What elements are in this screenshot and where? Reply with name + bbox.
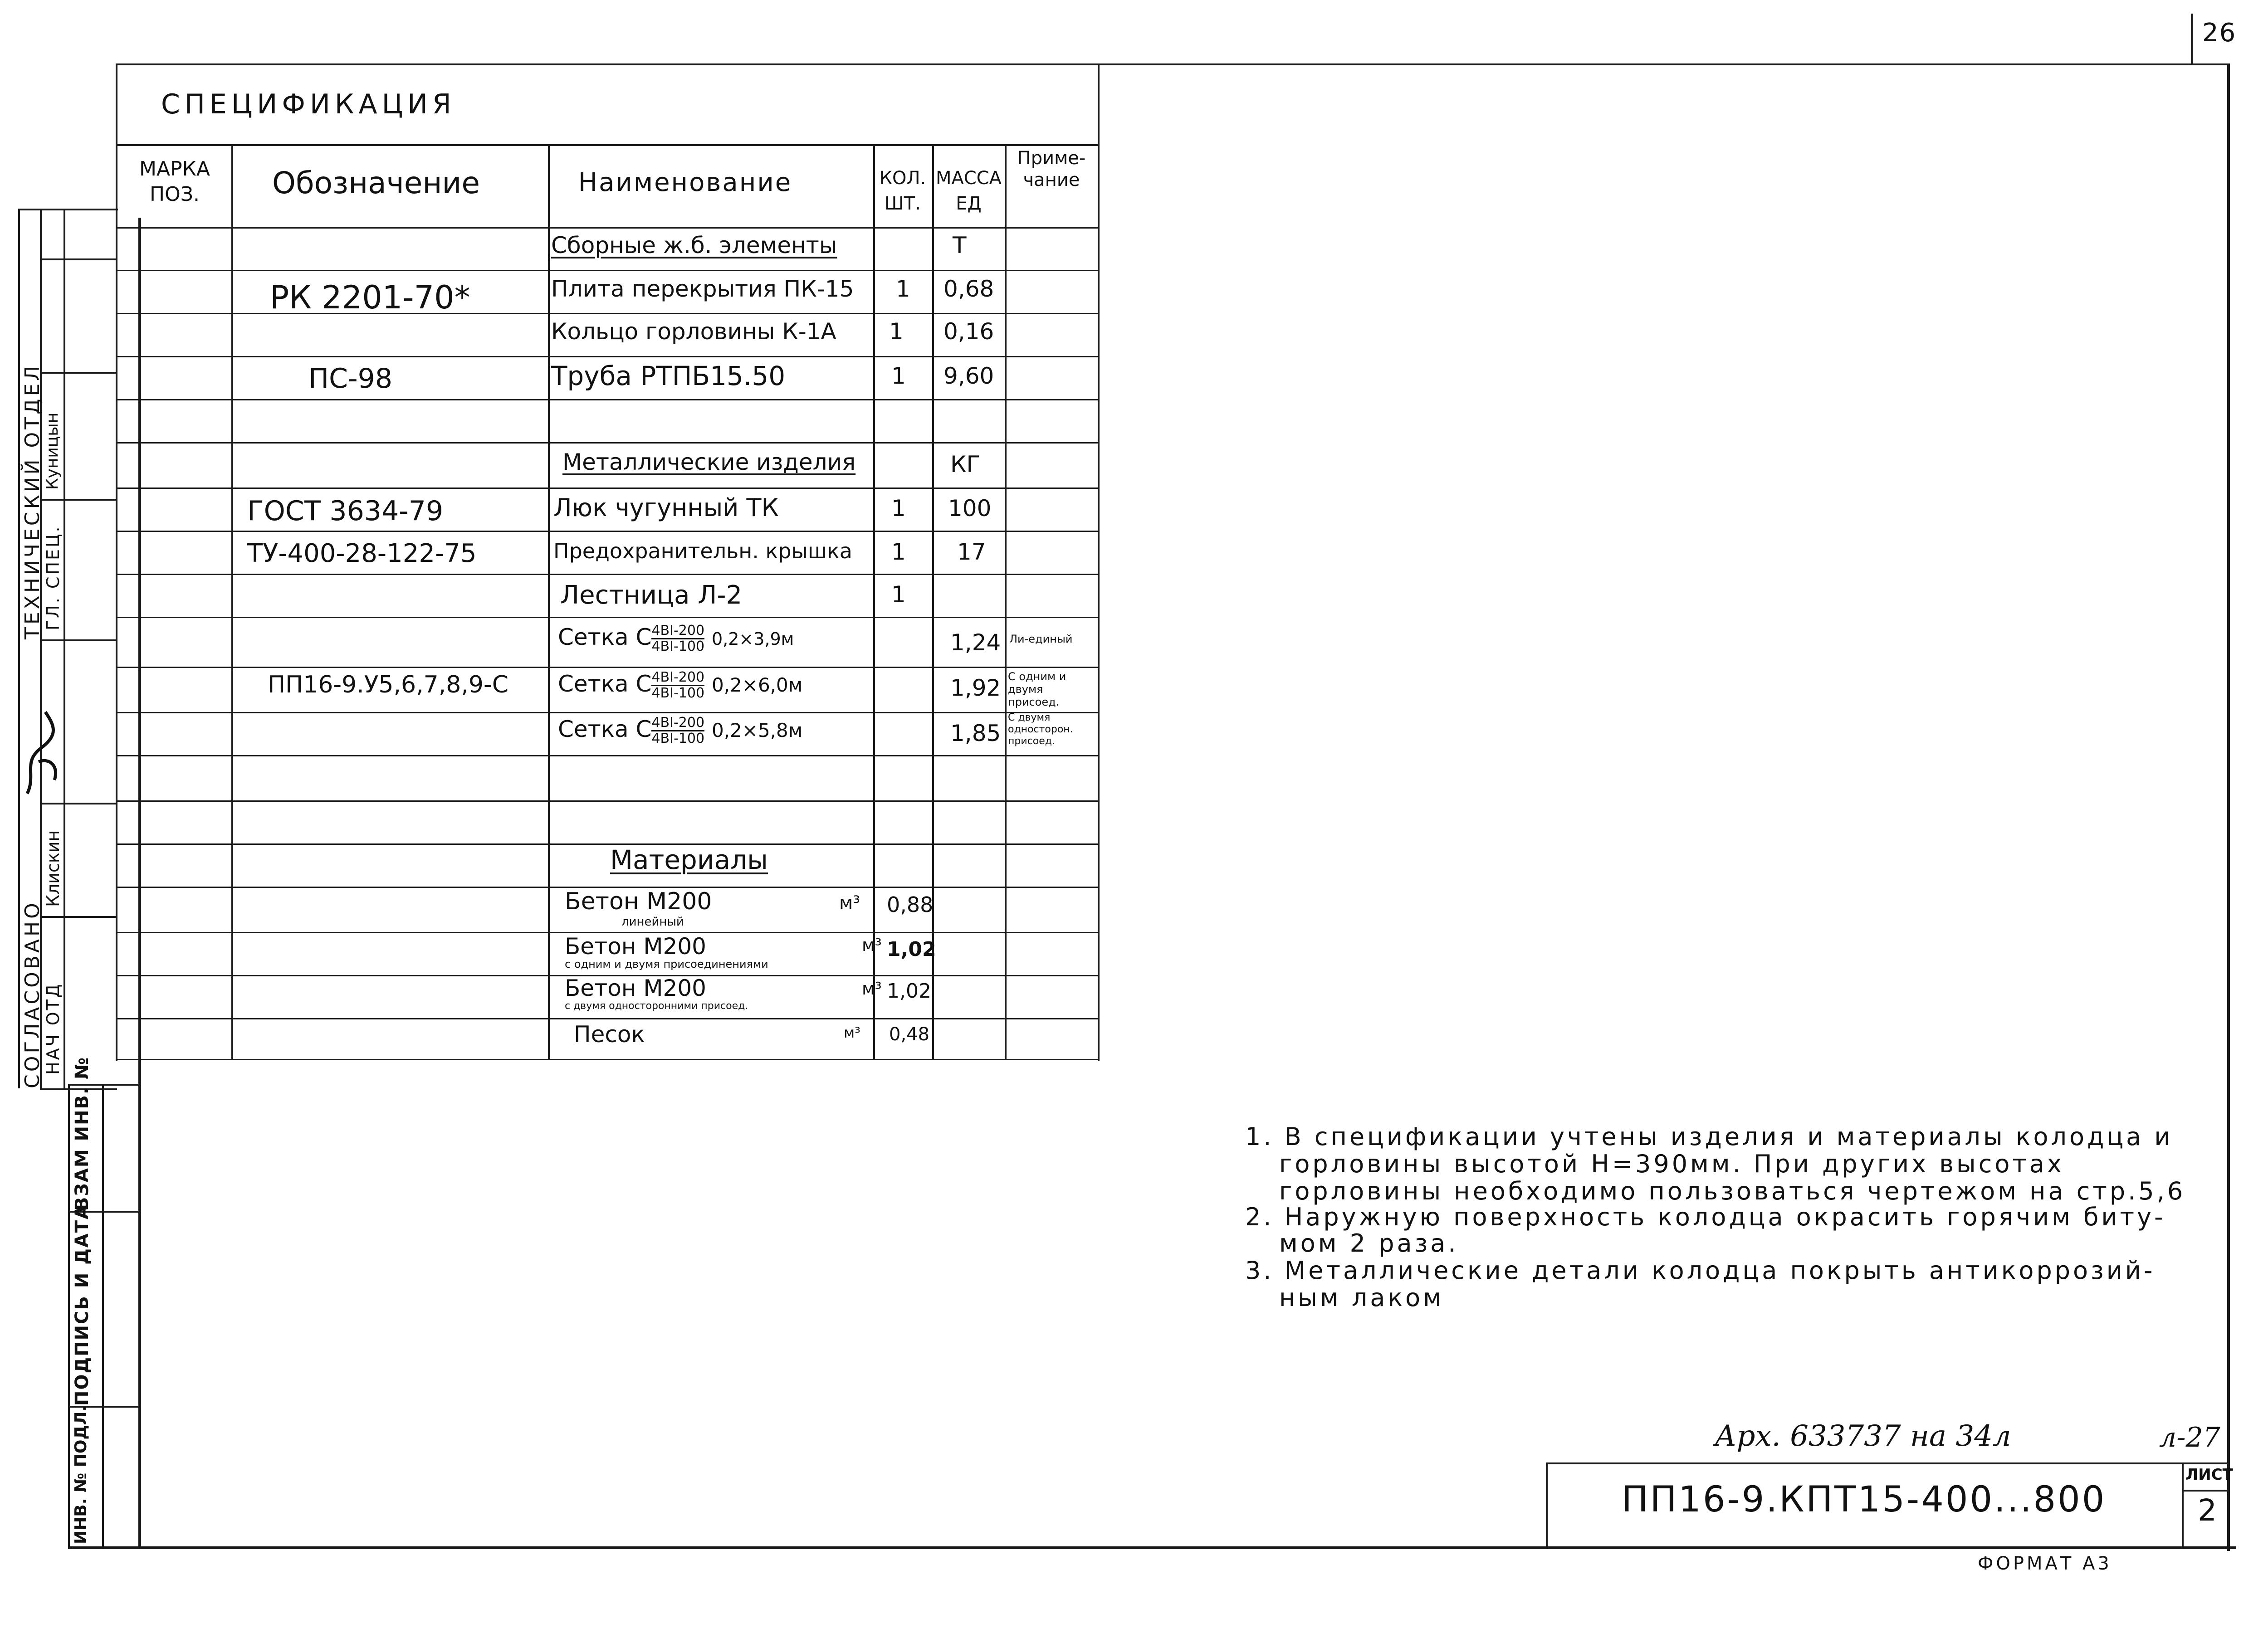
row-name: Материалы [610,844,768,875]
stamp-line [18,209,118,210]
frame-bottom [68,1546,2236,1549]
row-sub: с двумя односторонними присоед. [565,1000,748,1012]
stamp-line [40,639,117,641]
table-left-border [116,63,117,1061]
row-name: Песок [574,1021,645,1048]
row-line [116,399,1099,400]
title-block-designation: ПП16-9.КПТ15-400...800 [1622,1479,2107,1520]
row-qty: 1,02 [887,980,931,1003]
note-line: горловины высотой Н=390мм. При других высотах [1279,1150,2064,1178]
stamp-agreed: СОГЛАСОВАНО [21,900,44,1088]
col-sep-3 [873,144,875,1060]
row-note: Ли-единый [1009,633,1073,645]
stamp-outer-left [18,209,20,1088]
row-name: Металлические изделия [562,449,856,475]
note-line: ным лаком [1279,1283,1444,1312]
header-mass: МАССА ЕД [935,168,1002,214]
row-qty: 1 [896,276,910,302]
header-note: Приме- чание [1017,148,1086,190]
col-sep-4 [932,144,934,1060]
row-line [116,1059,1099,1060]
signature [18,707,68,798]
row-mass: 1,92 [950,675,1001,701]
row-mass: Т [953,232,967,258]
mesh-fraction: $\frac{4ВI-200}{4ВI-100}$ [651,715,705,746]
row-mass: 1,85 [950,720,1001,746]
mesh-size: 0,2×3,9м [711,629,794,649]
row-note: С одним и двумя присоед. [1008,670,1066,708]
row-name: Кольцо горловины К-1А [551,318,836,345]
row-line [116,442,1099,444]
format-label: ФОРМАТ А3 [1978,1553,2112,1574]
col-sep-2 [548,144,550,1060]
title-block-sheet-line [2182,1490,2229,1492]
row-name [558,670,802,701]
stamp-line [40,499,117,501]
mesh-fraction: $\frac{4ВI-200}{4ВI-100}$ [651,669,705,701]
note-line: мом 2 раза. [1279,1229,1459,1258]
row-qty: 1 [891,539,906,565]
material-name: Бетон М200 [565,933,706,960]
row-qty: 1,02 [887,938,936,961]
row-line [116,574,1099,575]
row-line [116,1018,1099,1019]
row-designation: ПП16-9.У5,6,7,8,9-С [268,671,509,698]
row-unit: м³ [862,979,882,999]
row-name [565,933,706,960]
table-right-border [1098,63,1100,1061]
stamp-line [40,258,117,260]
row-line [116,531,1099,532]
stamp-lower-left [68,1084,70,1546]
material-name: Бетон М200 [565,975,706,1001]
mesh-fraction: $\frac{4ВI-200}{4ВI-100}$ [651,623,705,654]
title-block-sheet-sep [2182,1462,2184,1548]
row-line [116,313,1099,314]
row-mass: 0,16 [943,318,994,345]
title-block-sheet-label: ЛИСТ [2185,1466,2233,1484]
row-qty: 1 [889,318,904,345]
row-designation: ТУ-400-28-122-75 [247,539,477,568]
row-line [116,712,1099,713]
row-name: Сборные ж.б. элементы [551,232,837,258]
row-mass: 17 [957,539,986,565]
row-mass: 9,60 [943,363,994,389]
frame-top [116,63,2229,65]
row-unit: м³ [839,892,860,913]
row-name: Предохранительн. крышка [553,539,852,563]
page-number: 26 [2202,18,2237,48]
mesh-size: 0,2×5,8м [711,719,803,741]
row-unit: м³ [844,1024,860,1041]
row-name [565,975,706,1001]
sheet-ref: л-27 [2159,1422,2220,1453]
frame-left [138,218,141,1549]
row-line [116,667,1099,668]
row-name: Плита перекрытия ПК-15 [551,276,854,302]
row-line [116,755,1099,756]
col-sep-1 [231,144,233,1060]
stamp-sign-date: ПОДПИСЬ И ДАТА [72,1204,93,1406]
stamp-line [40,803,117,804]
row-line [116,487,1099,489]
row-line [116,617,1099,618]
stamp-line [40,372,117,374]
stamp-dept: ТЕХНИЧЕСКИЙ ОТДЕЛ [21,363,44,639]
row-mass: 100 [948,495,992,522]
row-sub: линейный [621,915,684,929]
mesh-label: Сетка С [558,716,652,742]
header-qty: КОЛ. ШТ. [879,168,926,214]
page-number-divider [2191,14,2193,63]
row-unit: м³ [862,935,882,955]
title-block-top [1547,1462,2229,1464]
row-designation: ПС-98 [308,363,393,395]
stamp-divider [64,209,65,1088]
stamp-vzam-inv: ВЗАМ ИНВ. № [72,1056,93,1211]
mesh-label: Сетка С [558,624,652,650]
stamp-lower-mid [102,1084,104,1546]
stamp-kunitsyn: Куницын [43,412,62,490]
col-sep-5 [1005,144,1007,1060]
archive-number: Арх. 633737 на 34л [1715,1419,2011,1453]
row-name [558,716,802,746]
title-block-sheet-number: 2 [2198,1493,2217,1528]
mesh-label: Сетка С [558,671,652,697]
note-line: 1. В спецификации учтены изделия и материалы колодца и [1245,1122,2173,1151]
row-name: Лестница Л-2 [560,580,743,610]
row-note: С двумя односторон. присоед. [1008,712,1073,747]
row-qty: 1 [891,363,906,389]
row-line [116,356,1099,357]
stamp-line [40,916,117,918]
row-line [116,843,1099,845]
stamp-gl-spec: ГЛ. СПЕЦ. [43,525,63,630]
title-block-left [1546,1462,1548,1548]
row-designation: РК 2201-70* [270,279,470,316]
mesh-size: 0,2×6,0м [711,674,803,696]
row-qty: 1 [891,495,906,522]
frame-right [2227,63,2230,1551]
row-mass: 0,68 [943,276,994,302]
row-sub: с одним и двумя присоединениями [565,958,768,970]
row-name: Труба РТПБ15.50 [551,361,786,391]
row-qty: 0,88 [887,892,934,917]
note-line: 3. Металлические детали колодца покрыть антикоррозий- [1245,1256,2156,1285]
header-designation: Обозначение [272,166,480,200]
row-mass: 1,24 [950,629,1001,656]
table-header-bottom [116,227,1099,229]
row-name: Люк чугунный ТК [553,493,779,522]
stamp-kliskin: Клискин [43,830,63,907]
row-mass: КГ [950,451,980,478]
table-header-top [116,144,1099,146]
row-qty: 0,48 [889,1024,930,1045]
row-name [565,888,712,915]
spec-title: СПЕЦИФИКАЦИЯ [161,88,456,120]
row-name [558,624,794,654]
header-name: Наименование [578,168,792,197]
material-name: Бетон М200 [565,888,712,915]
row-qty: 1 [891,581,906,608]
row-designation: ГОСТ 3634-79 [247,495,444,527]
stamp-inv-orig: ИНВ. № ПОДЛ. [72,1405,90,1544]
note-line: горловины необходимо пользоваться чертежом на стр.5,6 [1279,1177,2186,1205]
row-line [116,800,1099,802]
note-line: 2. Наружную поверхность колодца окрасить горячим биту- [1245,1203,2166,1231]
header-mark: МАРКА ПОЗ. [139,157,210,206]
row-line [116,270,1099,271]
stamp-nach-otd: НАЧ ОТД [43,982,63,1075]
